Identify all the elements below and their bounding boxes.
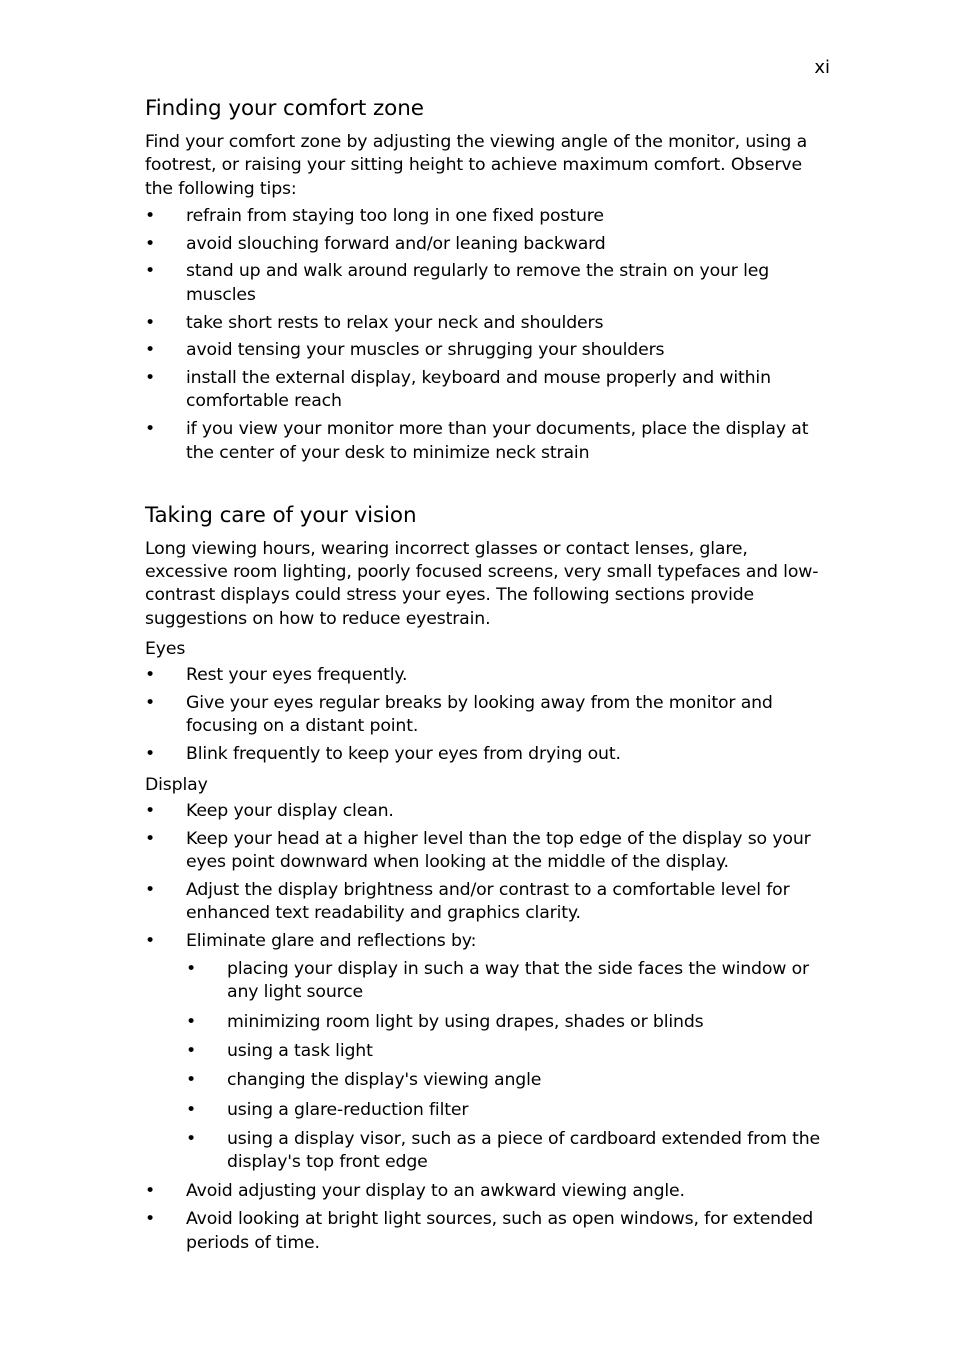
bullet-icon: • (145, 800, 156, 821)
list-item: • avoid slouching forward and/or leaning backward (145, 233, 835, 256)
list-item: • minimizing room light by using drapes, shades or blinds (186, 1011, 835, 1034)
bullet-icon: • (145, 1181, 156, 1202)
list-item: • if you view your monitor more than your documents, place the display at the center of your desk to minimize neck strain (145, 419, 809, 463)
list-item: • Give your eyes regular breaks by looking away from the monitor and focusing on a distant point. (145, 693, 773, 737)
bullet-icon: • (186, 1128, 197, 1149)
list-item: • Adjust the display brightness and/or contrast to a comfortable level for enhanced text readability and graphics clarity. (145, 879, 790, 924)
comfort-zone-intro: Find your comfort zone by adjusting the viewing angle of the monitor, using a footrest, or raising your sitting height to achieve maximum comfort. Observe the following tips: (145, 132, 808, 199)
document-body (145, 94, 835, 1259)
list-item: • Blink frequently to keep your eyes from drying out. (145, 743, 835, 766)
list-item: • install the external display, keyboard and mouse properly and within comfortable reach (145, 368, 771, 412)
list-item: • Rest your eyes frequently. (145, 664, 835, 687)
section-heading-comfort-zone: Finding your comfort zone (145, 96, 424, 121)
subheading-eyes: Eyes (145, 639, 186, 660)
bullet-icon: • (186, 1041, 197, 1061)
bullet-icon: • (186, 1070, 197, 1091)
bullet-icon: • (145, 828, 156, 849)
list-item: • using a display visor, such as a piece of cardboard extended from the display's top front edge (186, 1128, 821, 1173)
vision-intro: Long viewing hours, wearing incorrect glasses or contact lenses, glare, excessive room lighting, poorly focused screens, very small typefaces and low-contrast displays could stress your eyes. The following sections provide suggestions on how to reduce eyestrain. (145, 538, 819, 629)
list-item: • Avoid looking at bright light sources, such as open windows, for extended periods of time. (145, 1209, 814, 1253)
section-heading-vision: Taking care of your vision (145, 502, 417, 528)
list-item: • placing your display in such a way that the side faces the window or any light source (186, 959, 809, 1003)
bullet-icon: • (145, 744, 156, 765)
list-item: • avoid tensing your muscles or shrugging your shoulders (145, 339, 835, 362)
bullet-icon: • (186, 959, 197, 980)
bullet-icon: • (145, 340, 156, 361)
glare-tips-list (186, 958, 835, 1174)
bullet-icon: • (145, 205, 156, 226)
bullet-icon: • (145, 233, 156, 254)
list-item: • take short rests to relax your neck and shoulders (145, 312, 835, 335)
bullet-icon: • (186, 1011, 197, 1032)
list-item: • Eliminate glare and reflections by: • placing your display in such a way that the side faces the window or any light source • minimizing room light by using drapes, shades or blinds • using a task light • changing the display's viewing angle • using a glare-reduction filter • using a display visor, such as a piece of cardboard extended from the display's top front edge (145, 930, 835, 1175)
bullet-icon: • (186, 1099, 197, 1120)
display-tips-list (145, 800, 835, 1255)
bullet-icon: • (145, 930, 156, 951)
list-item: • using a glare-reduction filter (186, 1099, 835, 1122)
page-number: xi (814, 57, 830, 78)
bullet-icon: • (145, 879, 156, 900)
bullet-icon: • (145, 1209, 156, 1230)
list-item: • changing the display's viewing angle (186, 1069, 835, 1092)
eyes-tips-list (145, 664, 835, 766)
list-item: • Keep your display clean. (145, 800, 835, 823)
subheading-display: Display (145, 774, 208, 795)
list-item: • stand up and walk around regularly to remove the strain on your leg muscles (145, 261, 770, 305)
bullet-icon: • (145, 665, 156, 686)
bullet-icon: • (145, 261, 156, 282)
list-item: • Keep your head at a higher level than the top edge of the display so your eyes point downward when looking at the middle of the display. (145, 828, 811, 872)
bullet-icon: • (145, 693, 156, 714)
list-item: • Avoid adjusting your display to an awkward viewing angle. (145, 1180, 835, 1203)
list-item: • refrain from staying too long in one fixed posture (145, 205, 835, 228)
bullet-icon: • (145, 368, 156, 389)
bullet-icon: • (145, 419, 156, 440)
list-item: • using a task light (186, 1040, 835, 1063)
bullet-icon: • (145, 312, 156, 333)
comfort-tips-list (145, 205, 835, 465)
